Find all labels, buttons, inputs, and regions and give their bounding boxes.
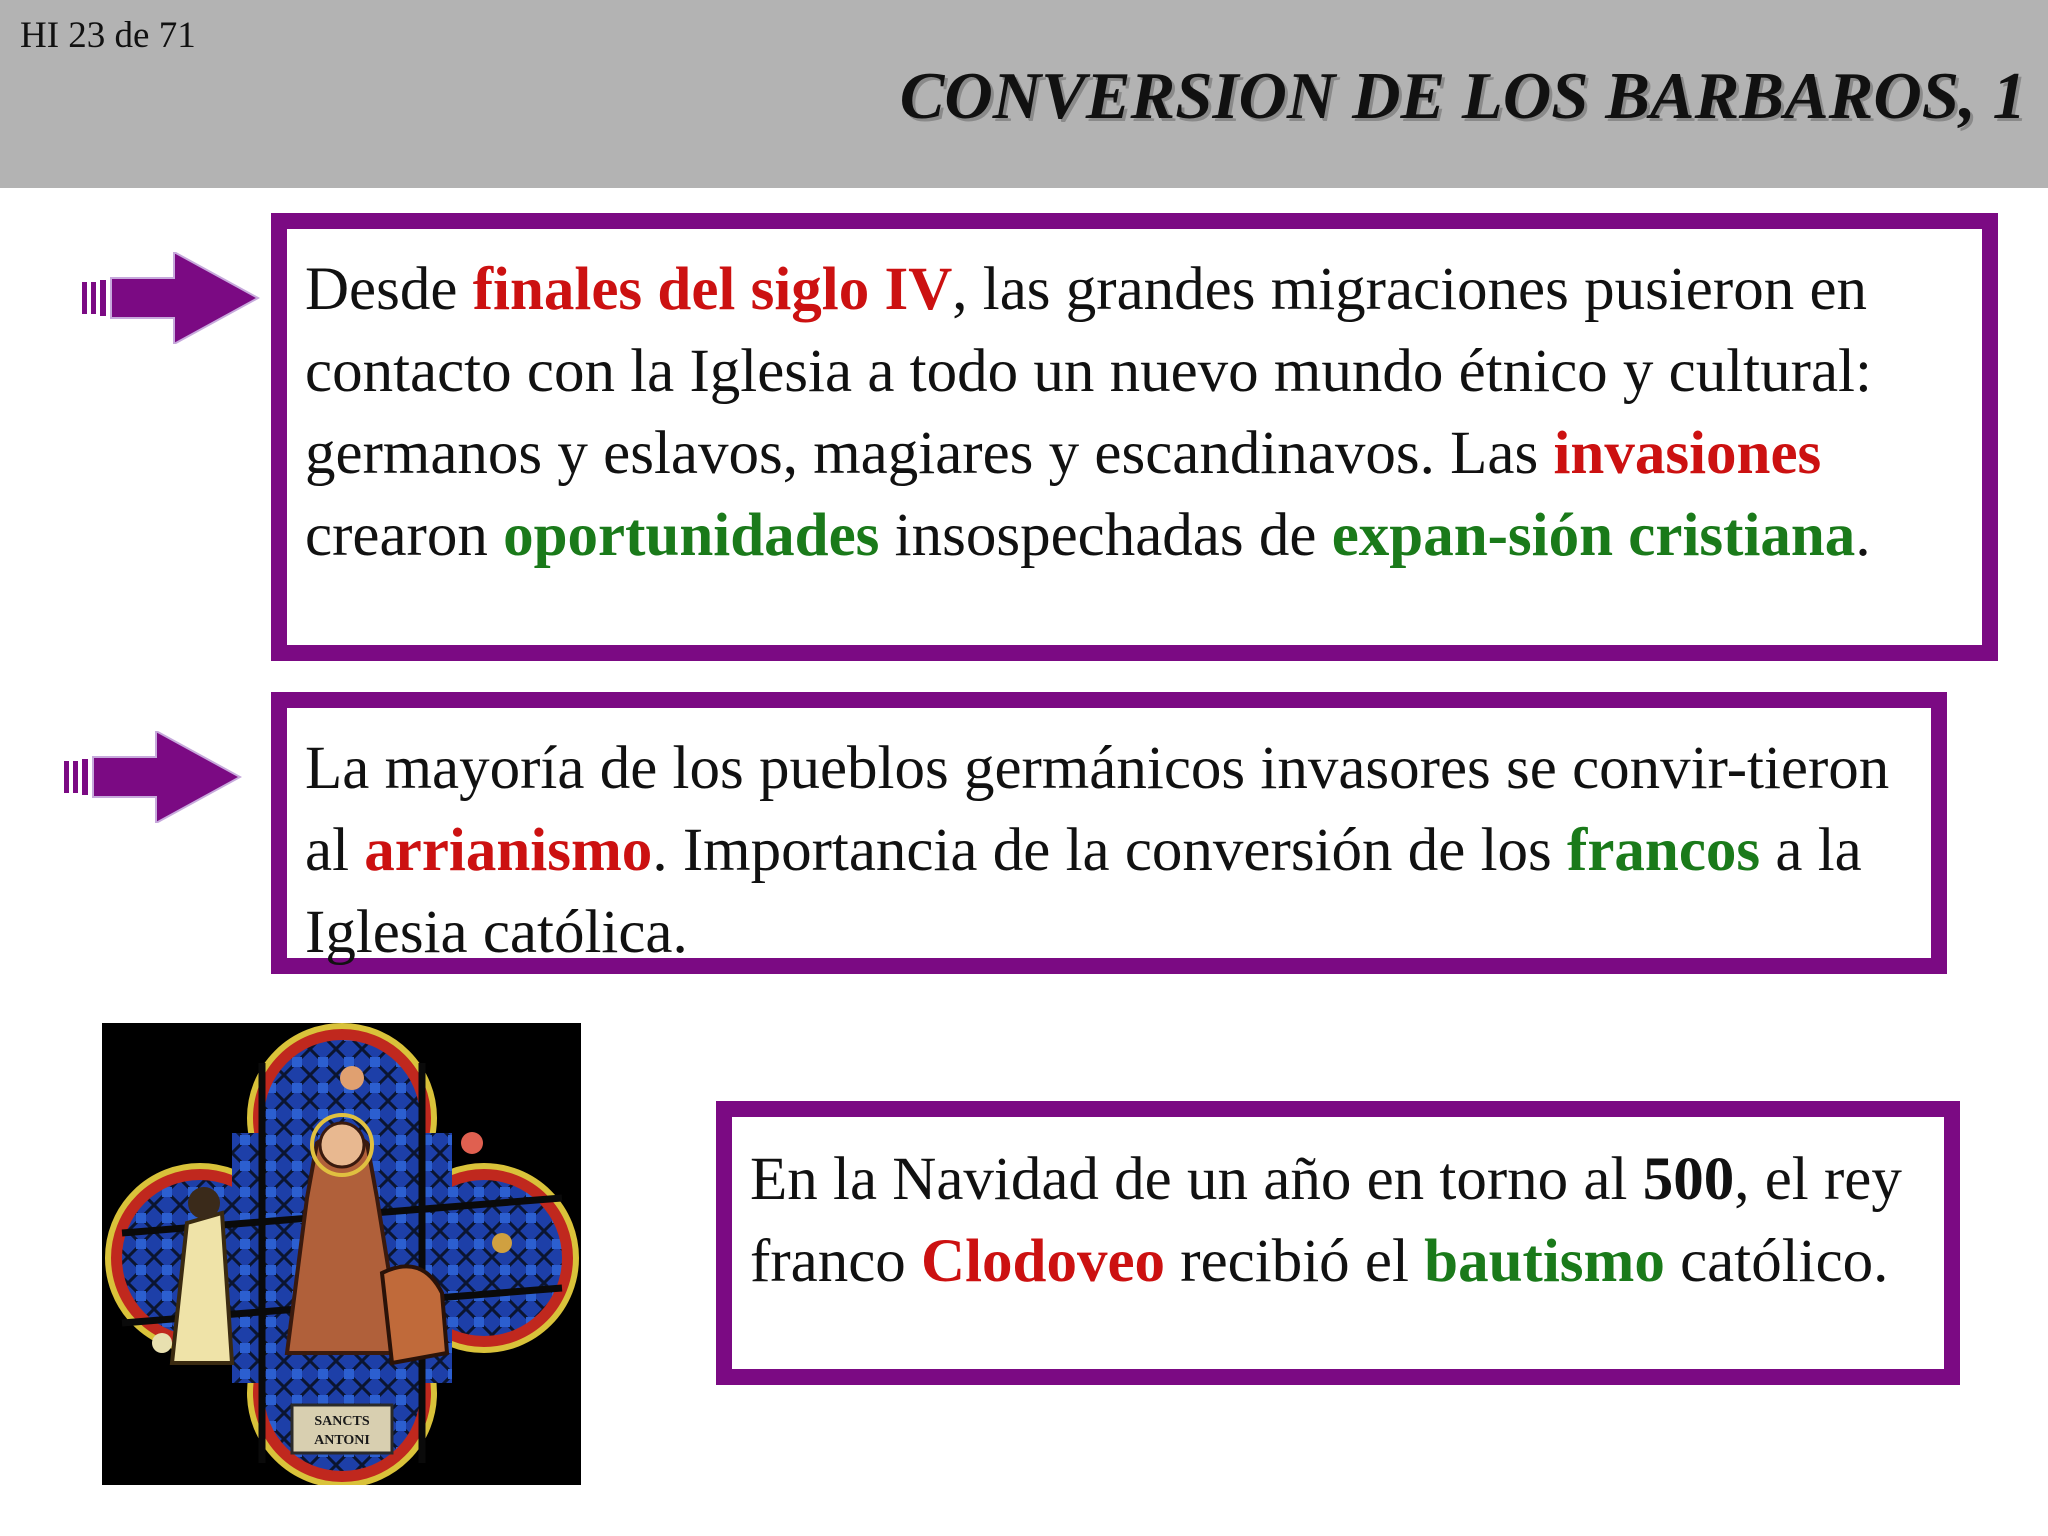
text-run: Desde xyxy=(305,256,473,323)
arianism-paragraph xyxy=(305,728,1913,974)
emphasis-green: oportunidades xyxy=(503,502,880,569)
emphasis-red: arrianismo xyxy=(364,817,653,884)
text-box-clovis xyxy=(716,1101,1960,1385)
text-box-arianism xyxy=(271,692,1947,974)
arrow-right-icon xyxy=(82,252,260,344)
emphasis-red: finales del siglo IV xyxy=(472,256,953,323)
text-run: crearon xyxy=(305,502,504,569)
emphasis-green: bautismo xyxy=(1424,1228,1665,1295)
text-run: La mayoría de los pueblos germánicos invasores se convir-tieron al xyxy=(305,735,1890,884)
inscription-line-2: ANTONI xyxy=(314,1433,370,1448)
inscription-line-1: SANCTS xyxy=(314,1414,370,1429)
text-run: , las grandes migraciones pusieron en contacto con la Iglesia a todo un nuevo mundo étnico y cultural: germanos y eslavos, magiares y escandinavos. Las xyxy=(305,256,1872,487)
text-run: insospechadas de xyxy=(879,502,1332,569)
emphasis-green: francos xyxy=(1567,817,1761,884)
emphasis-red: invasiones xyxy=(1553,420,1822,487)
text-run: recibió el xyxy=(1165,1228,1425,1295)
text-run: . Importancia de la conversión de los xyxy=(652,817,1568,884)
clovis-paragraph xyxy=(750,1139,1926,1303)
stained-glass-window-icon xyxy=(102,1023,581,1485)
slide-title: CONVERSION DE LOS BARBAROS, 1 xyxy=(899,59,2026,133)
text-run: a la Iglesia católica. xyxy=(305,817,1862,966)
page-counter: HI 23 de 71 xyxy=(20,15,196,56)
stained-glass-window-image xyxy=(102,1023,581,1485)
text-run: católico. xyxy=(1664,1228,1889,1295)
text-run: En la Navidad de un año en torno al xyxy=(750,1146,1643,1213)
text-box-migrations xyxy=(271,213,1998,661)
header-bar xyxy=(0,0,2048,188)
text-run: , el rey franco xyxy=(750,1146,1902,1295)
text-run: . xyxy=(1855,502,1871,569)
arrow-right-icon xyxy=(64,731,242,823)
emphasis-red: Clodoveo xyxy=(921,1228,1166,1295)
migrations-paragraph xyxy=(305,249,1964,577)
emphasis-green: expan-sión cristiana xyxy=(1331,502,1856,569)
emphasis-bold: 500 xyxy=(1642,1146,1735,1213)
